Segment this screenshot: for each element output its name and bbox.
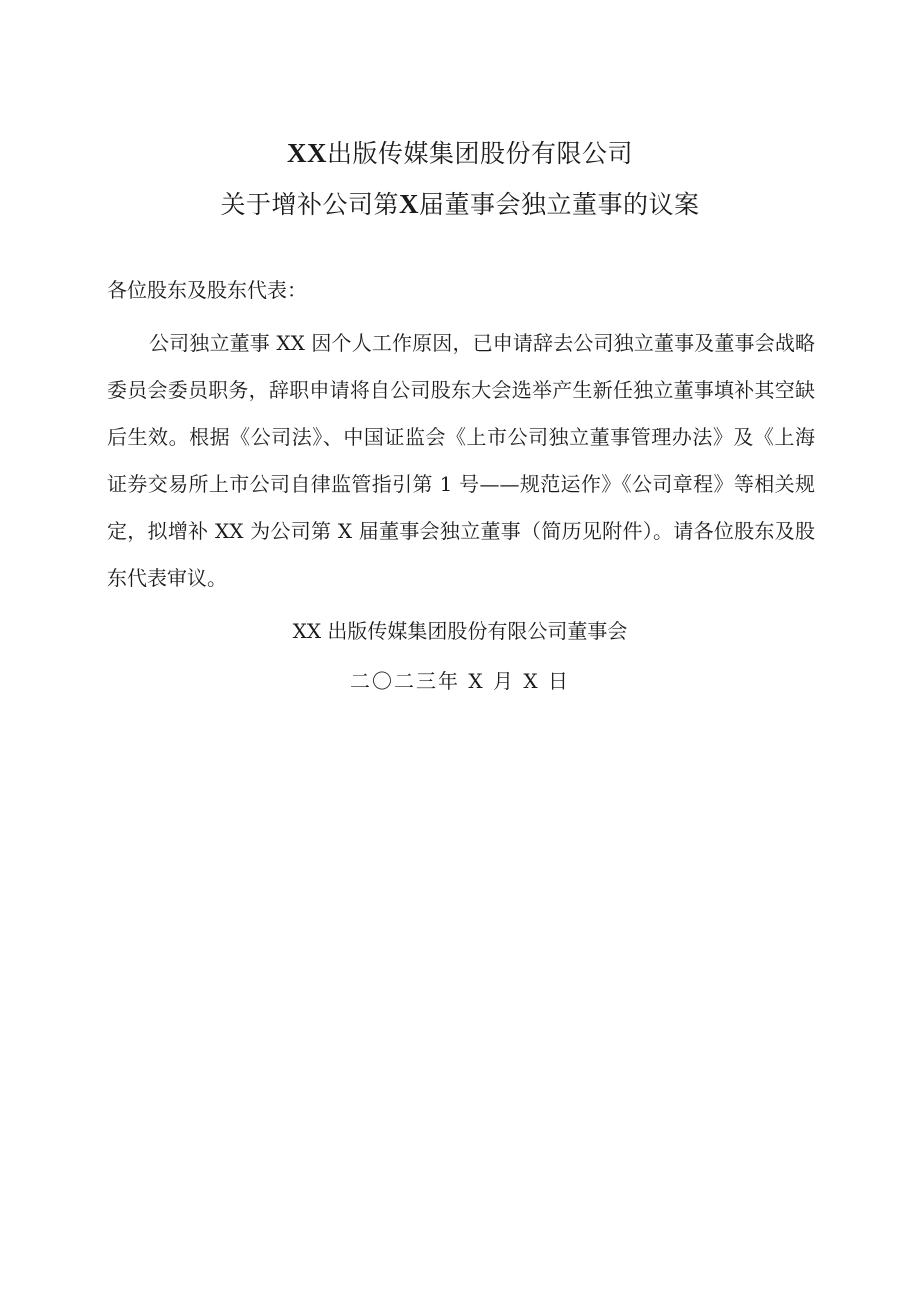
body-line: 东代表审议。	[107, 566, 227, 590]
title-subject-post: 届董事会独立董事的议案	[419, 190, 700, 219]
body-paragraph	[107, 320, 815, 602]
title-board-number: X	[399, 189, 419, 219]
body-line: 公司独立董事 XX 因个人工作原因，已申请辞去公司独立董事及董事会战略	[149, 331, 815, 355]
body-line: 定，拟增补 XX 为公司第 X 届董事会独立董事（简历见附件）。请各位股东及股	[107, 519, 815, 543]
title-line-2	[0, 179, 920, 230]
title-line-1	[0, 128, 920, 179]
title-subject-pre: 关于增补公司第	[220, 190, 399, 219]
title-company-name: 出版传媒集团股份有限公司	[326, 139, 633, 168]
salutation: 各位股东及股东代表：	[107, 278, 307, 302]
body-line: 委员会委员职务，辞职申请将自公司股东大会选举产生新任独立董事填补其空缺	[107, 378, 815, 402]
date: 二〇二三年 X 月 X 日	[350, 669, 570, 693]
body-line: 证券交易所上市公司自律监管指引第 1 号——规范运作》《公司章程》等相关规	[107, 472, 815, 496]
signature: XX 出版传媒集团股份有限公司董事会	[292, 619, 628, 643]
body-line: 后生效。根据《公司法》、中国证监会《上市公司独立董事管理办法》及《上海	[107, 425, 815, 449]
title-company-prefix: XX	[286, 138, 327, 168]
document-title	[0, 128, 920, 230]
